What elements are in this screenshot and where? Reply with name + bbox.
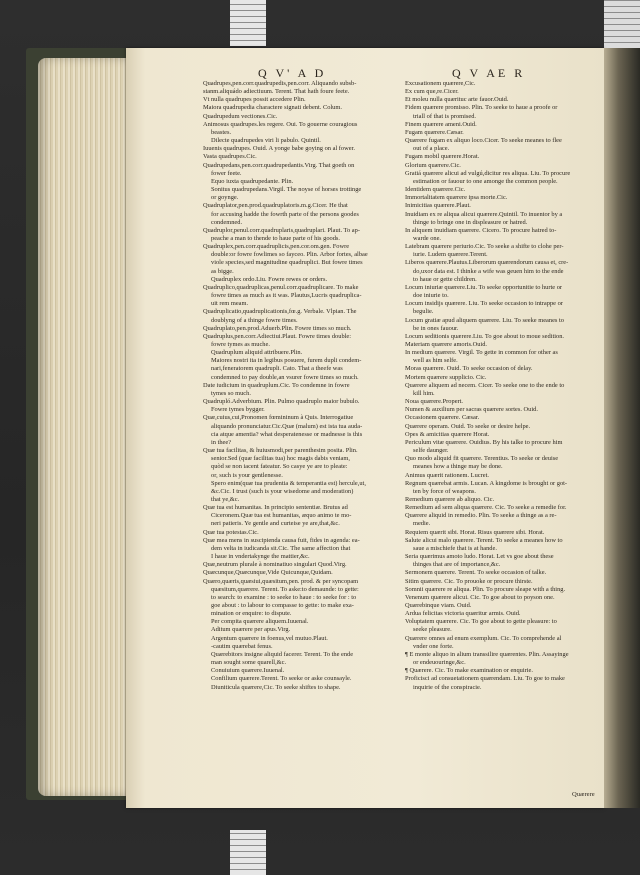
entry-line: Ex cum que,re.Cicer. <box>405 88 459 96</box>
entry-line: Finem quærere ameni.Ouid. <box>405 120 477 128</box>
entry-line: Identidem quærere.Cic. <box>405 186 466 194</box>
entry-line: Quæ tua facilitas, & huiusmodi,per parenthesim posita. Plin. <box>203 447 358 455</box>
entry-line: Sonitus quadrupedans.Virgil. The noyse of horses trottinge <box>211 186 362 194</box>
entry-line: Requiem quærit sibi. Horat. Risus quærere sibi. Horat. <box>405 528 545 536</box>
entry-line: neri patieris. Ye gentle and curteise ye are,that,&c. <box>211 520 340 528</box>
entry-line: Quæ mea mens in suscipienda causa fuit, fides in agenda: ea- <box>203 536 360 544</box>
entry-line: Quo modo aliquid fit quærere. Terentius. To seeke or deuise <box>405 455 559 463</box>
entry-line: Moras quærere. Ouid. To seeke occasion of delay. <box>405 365 533 373</box>
entry-line: Quærere fugam ex aliquo loco.Cicer. To seeke meanes to flee <box>405 137 562 145</box>
entry-line: Vasta quadrupes.Cic. <box>203 153 257 161</box>
entry-line: Aditum quærere per apus.Virg. <box>211 626 291 634</box>
entry-line: Quærere aliquid in remedio. Plin. To seeke a thinge as a re- <box>405 512 557 520</box>
entry-line: medie. <box>413 520 431 528</box>
entry-line: seeke pleasure. <box>413 626 452 634</box>
entry-line: beastes. <box>211 128 232 136</box>
entry-line: Periculum vitæ quærere. Ouidius. By his talke to procure him <box>405 438 563 446</box>
entry-line: Date iudicium in quadruplum.Cic. To condemne in fowre <box>203 381 350 389</box>
entry-line: In medium quærere. Virgil. To gette in common for other as <box>405 349 558 357</box>
entry-line: Sitim quærere. Cic. To prouoke or procure thirste. <box>405 577 533 585</box>
entry-line: Quadruplator,pen.prod.quadruplatoris.m.g.Cicer. He that <box>203 202 348 210</box>
page-edges <box>38 58 130 796</box>
entry-line: Quæ tua potestas.Cic. <box>203 528 259 536</box>
entry-line: saue a mischiefe that is at hande. <box>413 544 497 552</box>
entry-line: Locum gratiæ apud aliquem quærere. Liu. To seeke meanes to <box>405 316 564 324</box>
entry-line: Quærere operam. Ouid. To seeke or desire helpe. <box>405 422 531 430</box>
entry-line: stanm.aliquádo adiectiuum. Terent. That hath foure feete. <box>203 88 350 96</box>
entry-line: Noua quærere.Propert. <box>405 398 464 406</box>
entry-line: In aliquem inuidiam quærere. Cicero. To procure hatred to- <box>405 226 557 234</box>
entry-line: Quadruplato,pen.prod.Aduerb.Plin. Fowre times so much. <box>203 324 352 332</box>
entry-line: thinges that are of importance,&c. <box>413 561 501 569</box>
entry-line: in thee? <box>211 438 232 446</box>
entry-line: Dilecte quadrupedes viri li pabulo. Quintil. <box>211 137 321 145</box>
left-column <box>203 80 403 692</box>
entry-line: Quæcunque,Quæcunque,Vide Quicunque,Quidam. <box>203 569 333 577</box>
entry-line: Remedium ad sem aliqua quærere. Cic. To seeke a remedie for. <box>405 504 567 512</box>
entry-line: Quadrupedans,pen.corr.quadrupedantis.Virg. That goeth on <box>203 161 355 169</box>
entry-line: double:or fowre fowlimes so fayceo. Plin. Arbor fortes, albae <box>211 251 368 259</box>
entry-line: Animosus quadrupes.les regere. Oui. To gouerne couragious <box>203 120 358 128</box>
entry-line: Confilium quærere.Terent. To seeke or aske counsayle. <box>211 675 352 683</box>
entry-line: Per compita quærere aliquem.Iuuenal. <box>211 618 309 626</box>
entry-line: Spero enim(quæ tua prudentia & temperantia est) hercule,ut, <box>211 479 366 487</box>
entry-line: quæsitum,quærere. Terent. To aske:to demaunde: to gette: <box>211 585 359 593</box>
entry-line: Remedium quærere ab aliquo. Cic. <box>405 495 495 503</box>
entry-line: nari,feneratorem quadrupli. Cato. That a theefe was <box>211 365 343 373</box>
entry-line: Seria quærimus amoto ludo. Horat. Let vs goe about these <box>405 553 554 561</box>
entry-line: Proficisci ad consuetationem quærendam. Liu. To goe to make <box>405 675 565 683</box>
entry-line: Glorium quærere.Cic. <box>405 161 461 169</box>
calibration-ruler-top <box>230 0 266 46</box>
entry-line: that ye,&c. <box>211 495 240 503</box>
entry-line: viole species,sed magnitudine quadruplici. But fowre times <box>211 259 363 267</box>
entry-line: Locum insidijs quærere. Liu. To seeke occasion to intrappe or <box>405 300 563 308</box>
entry-line: Quærere omnes ad enum exemplum. Cic. To comprehende al <box>405 634 562 642</box>
entry-line: estimation or fauour to one amonge the common people. <box>413 177 558 185</box>
catchword: Quærere <box>572 791 595 798</box>
entry-line: Latebram quærere periurio.Cic. To seeke a shifte to clohe per- <box>405 243 564 251</box>
entry-line: -cautim quærebat fenus. <box>211 642 273 650</box>
entry-line: to haue or gette children. <box>413 275 477 283</box>
entry-line: Quadrupló.Adverbium. Plin. Pulmo quadruplo maior bubulo. <box>203 398 360 406</box>
entry-line: Fugam mobil quærere.Horat. <box>405 153 480 161</box>
entry-line: tymes so much. <box>211 389 251 397</box>
entry-line: Regnum quærebat armis. Lucan. A kingdome is brought or got- <box>405 479 568 487</box>
entry-line: for accusing hadde the fowrth parte of the persons goodes <box>211 210 359 218</box>
entry-line: Quadruplex ordo.Liu. Fowre rewes or orders. <box>211 275 328 283</box>
entry-line: Quæ tua est humanitas. In principio sententiæ. Brutus ad <box>203 504 348 512</box>
entry-line: be in ones fauour. <box>413 324 459 332</box>
entry-line: vnder one forte. <box>413 642 454 650</box>
entry-line: ¶ Quærere. Cic. To make examination or enquirie. <box>405 667 533 675</box>
entry-line: Numen & auxilium per sacras quærere sortes. Ouid. <box>405 406 538 414</box>
entry-line: begulie. <box>413 308 434 316</box>
entry-line: Ciceronem.Quæ tua est humanitas, æquo animo te mo- <box>211 512 352 520</box>
entry-line: fowre times as much as it was. Plautus,Lucris quadruplica- <box>211 292 362 300</box>
entry-line: thinge to bringe one in displeasure or hatred. <box>413 218 528 226</box>
entry-line: ten by force of weapons. <box>413 487 476 495</box>
entry-line: doublyng of a thinge fowre times. <box>211 316 298 324</box>
entry-line: man sought some quarell,&c. <box>211 659 287 667</box>
entry-line: to search: to examine : to seeke to haue : to seeke for : to <box>211 593 357 601</box>
entry-line: inquirie of the conspiracie. <box>413 683 482 691</box>
entry-line: Iuuenis quadrupes. Ouid. A yonge babe goying on al fower. <box>203 145 355 153</box>
entry-line: Et moleu nulla quærituc arte fauor.Ouid. <box>405 96 509 104</box>
entry-line: Quadruplicatio,quadruplicationis,fœ.g. Verbale. Vlpian. The <box>203 308 357 316</box>
entry-line: Quærere aliquem ad necem. Cicer. To seeke one to the ende to <box>405 381 565 389</box>
entry-line: dem velta in iudicanda sit.Cic. The same affection that <box>211 544 351 552</box>
entry-line: condemned to pay double,an vsurer fowre times so much. <box>211 373 359 381</box>
entry-line: selfe daunger. <box>413 447 449 455</box>
entry-line: Quæro,quæris,quæsiui,quæsitum,pen. prod. & per syncopam <box>203 577 359 585</box>
entry-line: Materiam quærere amoris.Ouid. <box>405 341 487 348</box>
entry-line: Quadruplex,pen.corr.quadruplicis,pen.cor.om.gen. Fowre <box>203 243 350 251</box>
book-gutter <box>604 48 640 808</box>
entry-line: Animus quærit rationem. Lucret. <box>405 471 489 479</box>
entry-line: as bigge. <box>211 267 234 275</box>
entry-line: uit rem meam. <box>211 300 249 308</box>
entry-line: Liberos quærere.Plautus.Liberorum quærendorum causa et, cre- <box>405 259 569 267</box>
entry-line: Occasionem quærere. Cæsar. <box>405 414 480 422</box>
entry-line: Diuniticula quærere,Cic. To seeke shiftes to shape. <box>211 683 341 691</box>
entry-line: kill him. <box>413 389 435 397</box>
entry-line: do,uxor data est. I thinke a wife was geuen him to the ende <box>413 267 564 275</box>
entry-line: Somnii quærere re aliqua. Plin. To procure sleape with a thing. <box>405 585 566 593</box>
entry-line: or goynge. <box>211 194 239 202</box>
entry-line: or endeuouringe,&c. <box>413 659 466 667</box>
entry-line: aliquando pronunciatur.Cic.Quæ (malum) est ista tua auda- <box>211 422 363 430</box>
entry-line: Quærebinque viam. Ouid. <box>405 602 472 609</box>
entry-line: I haue in vndertakynge the mattier,&c. <box>211 553 310 561</box>
entry-line: Locum iniuriæ quærere.Liu. To seeke opportunitie to hurte or <box>405 283 563 291</box>
entry-line: Locum seditionis quærere.Liu. To goe about to moue sedition. <box>405 332 564 340</box>
entry-line: Voluptatem quærere. Cic. To goe about to gette pleasure: to <box>405 618 557 626</box>
entry-line: peache a man to thende to haue parte of his goods. <box>211 234 341 242</box>
entry-line: Quærebitors insigne aliquid facerer. Terent. To the ende <box>211 650 354 658</box>
entry-line: Fugam quærere.Cæsar. <box>405 128 464 136</box>
entry-line: Quadrupes,pen.corr.quadrupedis,pen.corr. Aliquando subsb- <box>203 80 357 87</box>
right-column <box>405 80 603 692</box>
entry-line: fowre tymes as muche. <box>211 341 270 348</box>
entry-line: Excusationem quærere,Cic. <box>405 80 476 87</box>
entry-line: iurie. Ludem quærere.Terent. <box>413 251 488 259</box>
entry-line: warde one. <box>413 234 442 242</box>
entry-line: Maiores nostri ita in legibus posuere, furem dupli condem- <box>211 357 362 365</box>
entry-line: senior.Sed (quæ facilitas tua) hoc magis dabis veniam, <box>211 455 350 463</box>
entry-line: meanes how a thinge may be done. <box>413 463 503 471</box>
entry-line: &c.Cic. I trust (such is your wisedome and moderation) <box>211 487 354 495</box>
entry-line: Quæ,cuius,cui,Pronomen fœmininum à Quis. Interrogatiue <box>203 414 354 422</box>
entry-line: fower feete. <box>211 169 242 177</box>
entry-line: Inimicitias quærere.Plaut. <box>405 202 471 210</box>
entry-line: Equo iuxta quadrupedante. Plin. <box>211 177 294 185</box>
entry-line: doe iniurie to. <box>413 292 449 300</box>
entry-line: Vt nulla quadrupes possit accedere Plin. <box>203 96 306 104</box>
running-head-right: Q V AE R <box>452 66 526 80</box>
entry-line: Ardua felicitas victoria quæritur armis. Ouid. <box>405 610 521 618</box>
entry-line: Fidem quærere promisso. Plin. To seeke to haue a proofe or <box>405 104 558 112</box>
entry-line: Salute alicui malo quærere. Terent. To seeke a meanes how to <box>405 536 563 544</box>
entry-line: Quadruplor,penul.corr.quadruplaris,quadruplari. Plaut. To ap- <box>203 226 360 234</box>
calibration-ruler-bottom <box>230 830 266 875</box>
entry-line: Conuiuium quærere.Iuuenal. <box>211 667 285 675</box>
entry-line: well as him selfe. <box>413 357 458 365</box>
calibration-ruler-right <box>604 0 640 48</box>
entry-line: out of a place. <box>413 145 450 153</box>
entry-line: Maiora quadrupedia charactere signati debent. Colum. <box>203 104 342 112</box>
entry-line: Quadruplum aliquid attribuere.Plin. <box>211 349 303 357</box>
entry-line: Quadruplus,pen.corr.Adiectiui.Plaut. Fowre times double: <box>203 332 352 340</box>
entry-line: Quadruplico,quadruplicas,penul.corr.quadruplicare. To make <box>203 283 359 291</box>
entry-line: cia atque amentia? what desperatenesse or madnesse is this <box>211 430 363 438</box>
entry-line: condemned. <box>211 218 243 226</box>
entry-line: Opes & amicitias quærere Horat. <box>405 430 490 438</box>
entry-line: Inuidiam ex re aliqua alicui quærere.Quintil. To inuentor by a <box>405 210 563 218</box>
entry-line: ¶ E monte aliquo in alium transsilire quærentes. Plin. Assayinge <box>405 650 569 658</box>
entry-line: Sermonem quærere. Terent. To seeke occasion of talke. <box>405 569 547 577</box>
entry-line: Quæ,neutrum plurale à nominatiuo singulari Quod.Virg. <box>203 561 347 569</box>
entry-line: Immortalitatem quærere ipsa morte.Cic. <box>405 194 508 202</box>
entry-line: mination or enquire: to dispute. <box>211 610 292 618</box>
entry-line: triall of that is promised. <box>413 112 477 120</box>
entry-line: Quadrupedum vectiones.Cic. <box>203 112 278 120</box>
entry-line: Mortem quærere supplicio. Cic. <box>405 373 487 381</box>
entry-line: or, such is your gentlenesse. <box>211 471 283 479</box>
running-head-left: Q V' A D <box>258 66 327 80</box>
entry-line: Gratiá quærere alicui ad vulgú,dicitur res aliqua. Liu. To procure <box>405 169 571 177</box>
entry-line: Argentum quærere in foenus,vel mutuo.Plaut. <box>211 634 328 642</box>
entry-line: Fowre tymes bygger. <box>211 406 265 414</box>
entry-line: goe about : to labour to compasse to gette: to make exa- <box>211 602 354 609</box>
entry-line: quòd se non iacent fateatur. So casye ye are to pleate: <box>211 463 348 471</box>
entry-line: Venenum quærere alicui. Cic. To goe about to poyson one. <box>405 593 555 601</box>
